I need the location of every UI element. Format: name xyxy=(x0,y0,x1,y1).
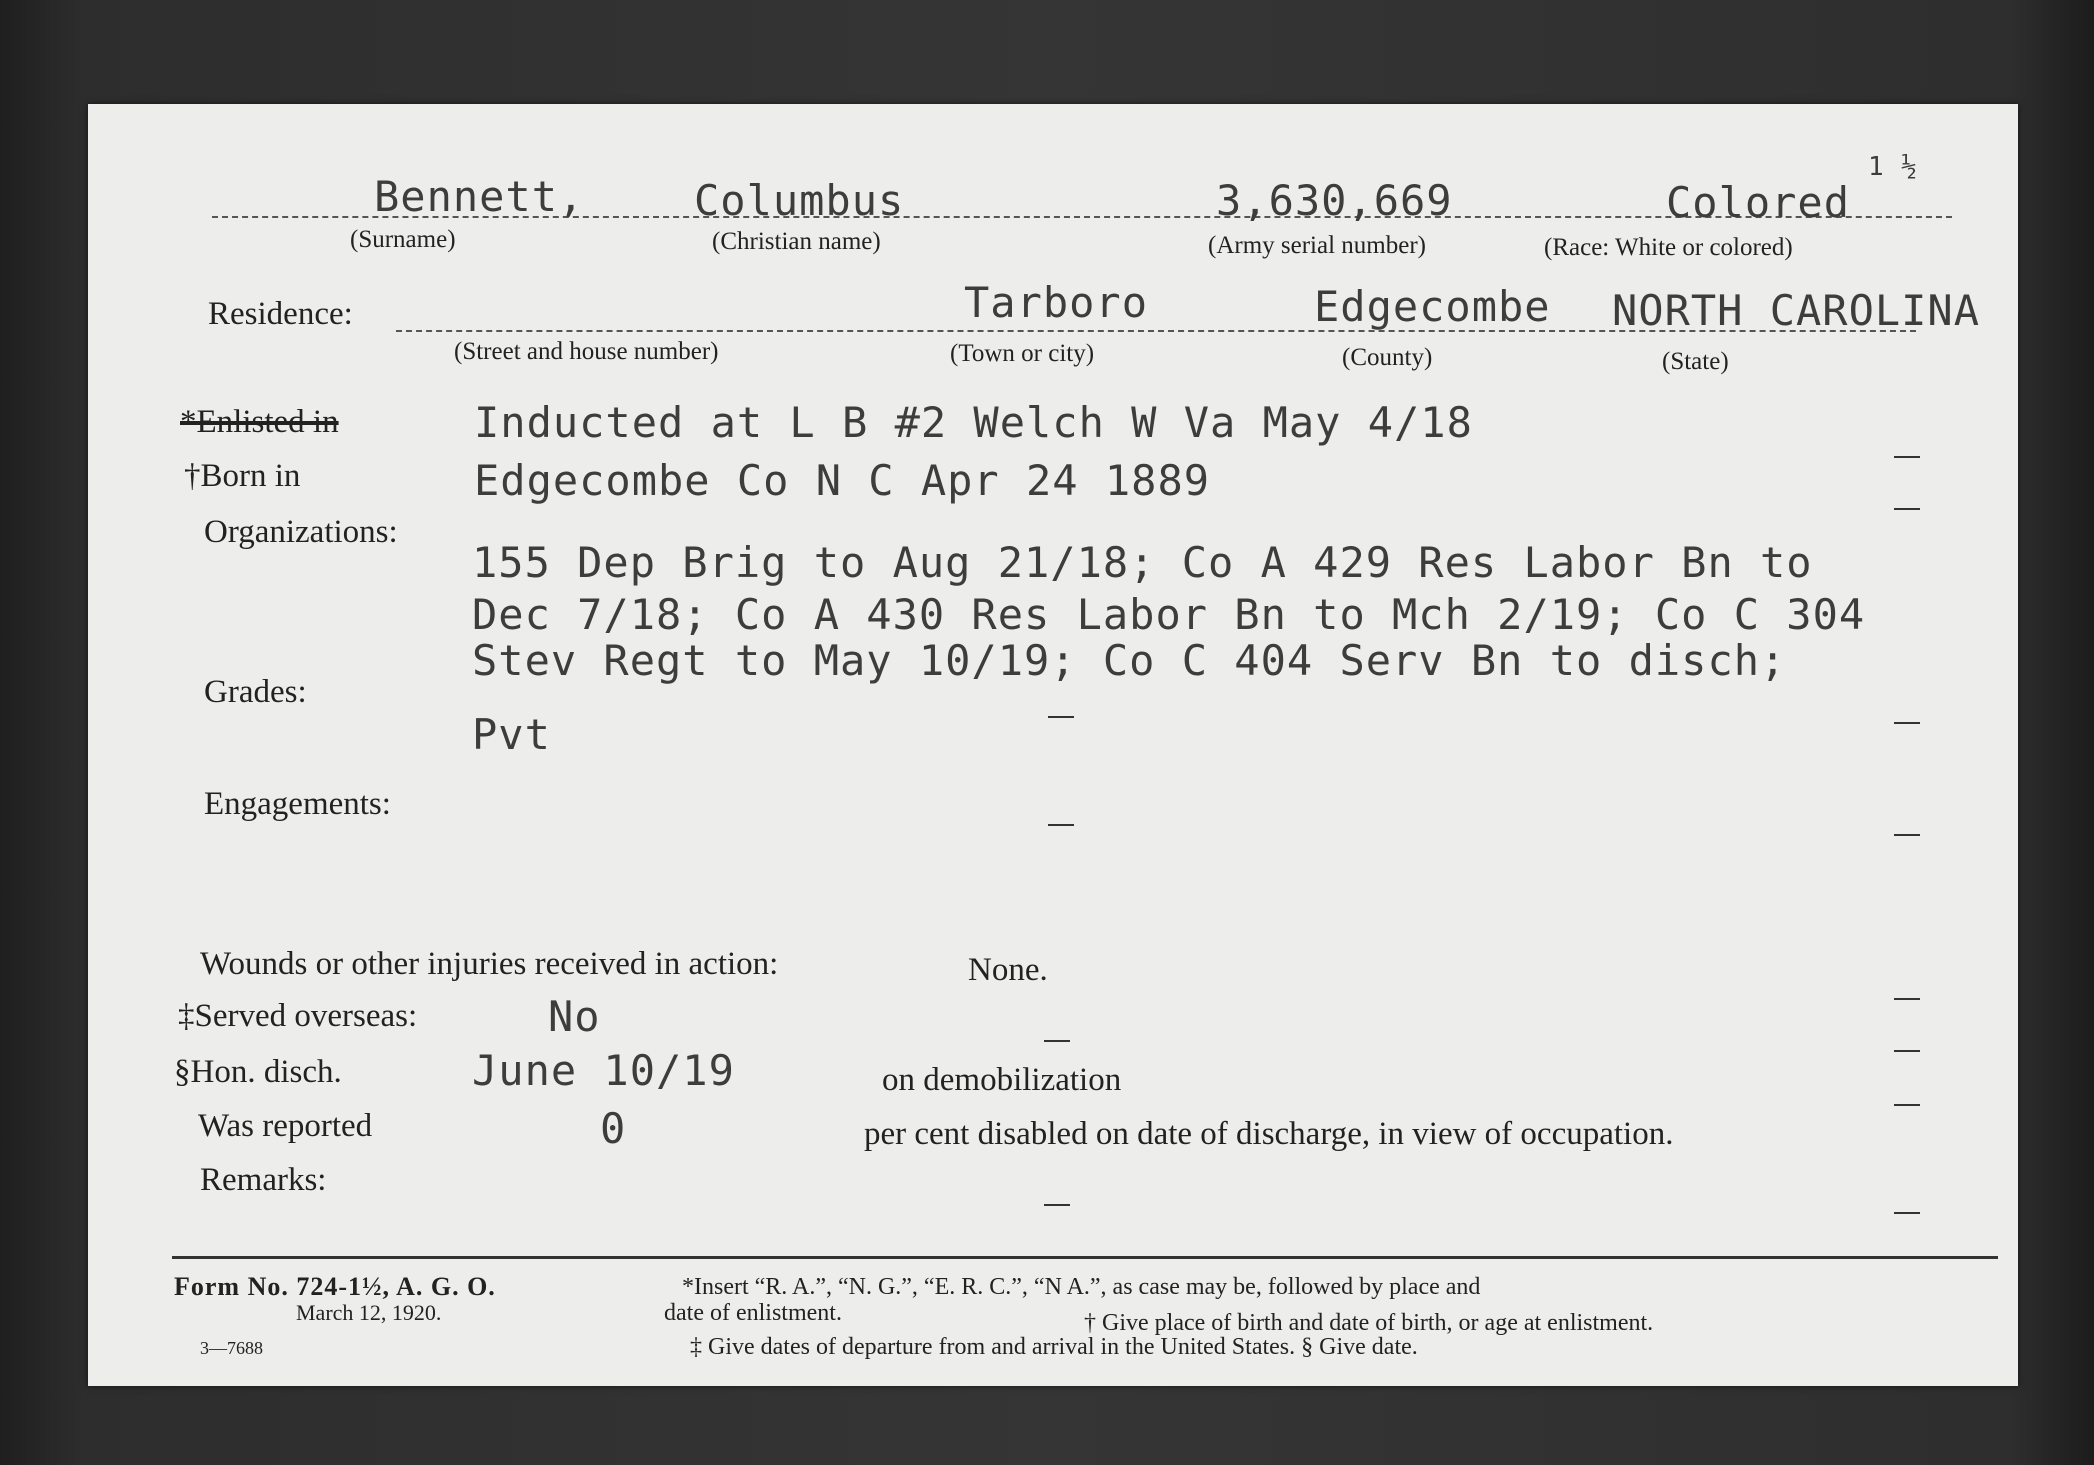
organizations-label: Organizations: xyxy=(204,514,398,550)
dash xyxy=(1894,1104,1920,1106)
born-label: †Born in xyxy=(184,458,301,494)
percent-disabled-value: 0 xyxy=(600,1104,627,1153)
county-label: (County) xyxy=(1342,344,1433,371)
discharge-date-value: June 10/19 xyxy=(472,1046,735,1095)
serial-number-value: 3,630,669 xyxy=(1216,176,1453,225)
service-record-card xyxy=(88,104,2018,1386)
wounds-value: None. xyxy=(968,952,1048,988)
christian-name-label: (Christian name) xyxy=(712,228,881,255)
footnote-enlistment: date of enlistment. xyxy=(664,1300,842,1326)
hon-disch-label: §Hon. disch. xyxy=(174,1054,342,1090)
footnote-dates: ‡ Give dates of departure from and arrival in the United States. § Give date. xyxy=(690,1334,1418,1360)
born-value: Edgecombe Co N C Apr 24 1889 xyxy=(474,456,1211,505)
state-value: NORTH CAROLINA xyxy=(1612,286,1981,335)
footnote-insert: *Insert “R. A.”, “N. G.”, “E. R. C.”, “N A.”, as case may be, followed by place and xyxy=(682,1274,1481,1300)
grades-label: Grades: xyxy=(204,674,307,710)
dash xyxy=(1894,1212,1920,1214)
footer-rule xyxy=(172,1256,1998,1259)
dash xyxy=(1894,1050,1920,1052)
enlisted-label: *Enlisted in xyxy=(180,404,339,440)
dash xyxy=(1894,508,1920,510)
race-label: (Race: White or colored) xyxy=(1544,234,1793,261)
town-label: (Town or city) xyxy=(950,340,1095,367)
served-overseas-value: No xyxy=(548,992,601,1041)
organization-line: Dec 7/18; Co A 430 Res Labor Bn to Mch 2/19; Co C 304 xyxy=(472,590,1866,639)
serial-number-label: (Army serial number) xyxy=(1208,232,1426,259)
grade-value: Pvt xyxy=(472,710,551,759)
dash xyxy=(1044,1204,1070,1206)
form-code: 3—7688 xyxy=(200,1338,263,1358)
dash xyxy=(1048,824,1074,826)
form-date: March 12, 1920. xyxy=(296,1300,442,1325)
street-label: (Street and house number) xyxy=(454,338,719,365)
disabled-text: per cent disabled on date of discharge, in view of occupation. xyxy=(864,1116,1674,1152)
town-value: Tarboro xyxy=(964,278,1149,327)
dash xyxy=(1894,998,1920,1000)
surname-label: (Surname) xyxy=(350,226,456,253)
organization-line: 155 Dep Brig to Aug 21/18; Co A 429 Res Labor Bn to xyxy=(472,538,1813,587)
christian-name-value: Columbus xyxy=(694,176,905,225)
discharge-note: on demobilization xyxy=(882,1062,1122,1098)
dash xyxy=(1894,722,1920,724)
dash xyxy=(1044,1040,1070,1042)
engagements-label: Engagements: xyxy=(204,786,391,822)
state-label: (State) xyxy=(1662,348,1729,375)
dash xyxy=(1048,716,1074,718)
surname-value: Bennett, xyxy=(374,172,585,221)
dash xyxy=(1894,456,1920,458)
county-value: Edgecombe xyxy=(1314,282,1551,331)
inducted-value: Inducted at L B #2 Welch W Va May 4/18 xyxy=(474,398,1473,447)
remarks-label: Remarks: xyxy=(200,1162,327,1198)
wounds-label: Wounds or other injuries received in action: xyxy=(200,946,779,982)
form-number: Form No. 724-1½, A. G. O. xyxy=(174,1272,496,1301)
corner-mark: 1 ½ xyxy=(1868,152,1918,182)
organization-line: Stev Regt to May 10/19; Co C 404 Serv Bn to disch; xyxy=(472,636,1787,685)
served-overseas-label: ‡Served overseas: xyxy=(178,998,418,1034)
race-value: Colored xyxy=(1666,178,1851,227)
dash xyxy=(1894,834,1920,836)
was-reported-label: Was reported xyxy=(198,1108,373,1144)
footnote-birth: † Give place of birth and date of birth, or age at enlistment. xyxy=(1084,1310,1654,1336)
residence-label: Residence: xyxy=(208,296,353,332)
